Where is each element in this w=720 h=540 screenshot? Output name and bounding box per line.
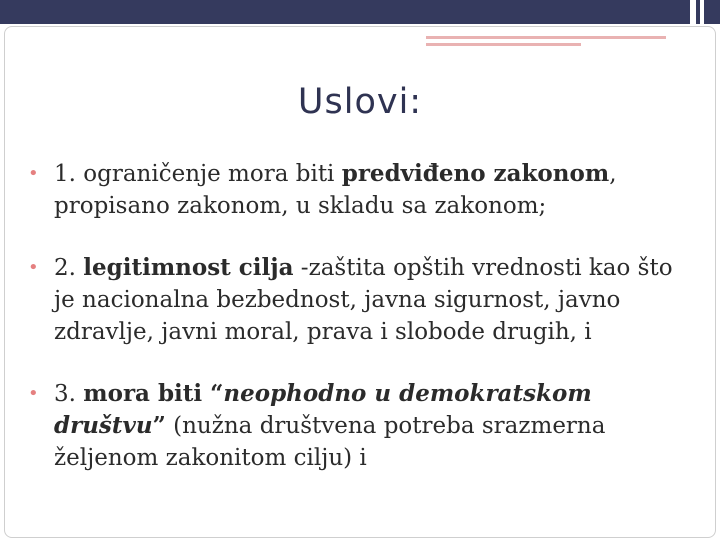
bullet-item bbox=[28, 158, 688, 222]
bullet-item bbox=[28, 378, 688, 474]
bullet-text: 3. bbox=[54, 381, 84, 407]
bullet-list bbox=[28, 158, 688, 504]
top-bar bbox=[0, 0, 720, 24]
bullet-marker: • bbox=[28, 163, 39, 184]
bullet-text: 2. bbox=[54, 255, 84, 281]
bullet-text-bold: legitimnost cilja bbox=[83, 254, 294, 281]
bullet-text-bold: predviđeno zakonom bbox=[341, 160, 610, 187]
bullet-item bbox=[28, 252, 688, 348]
slide-title bbox=[0, 82, 720, 122]
bullet-text: 1. ograničenje mora biti bbox=[54, 161, 342, 187]
bullet-marker: • bbox=[28, 383, 39, 404]
bullet-text-bold: ” bbox=[152, 412, 166, 439]
bullet-text: (nužna društvena potreba srazmerna željenom zakonitom cilju) i bbox=[54, 413, 606, 471]
bullet-text: -zaštita opštih vrednosti kao što je nacionalna bezbednost, javna sigurnost, javno zdravlje, javni moral, prava i slobode drugih, i bbox=[54, 255, 673, 345]
bullet-text-bold: mora biti “ bbox=[83, 380, 224, 407]
top-bar-divider bbox=[700, 0, 704, 24]
bullet-marker: • bbox=[28, 257, 39, 278]
bullet-text: , propisano zakonom, u skladu sa zakonom; bbox=[54, 161, 617, 219]
slide-title-text: Uslovi: bbox=[297, 82, 423, 122]
bullet-text-bold-italic: neophodno u demokratskom društvu bbox=[54, 380, 592, 439]
top-bar-divider bbox=[690, 0, 696, 24]
